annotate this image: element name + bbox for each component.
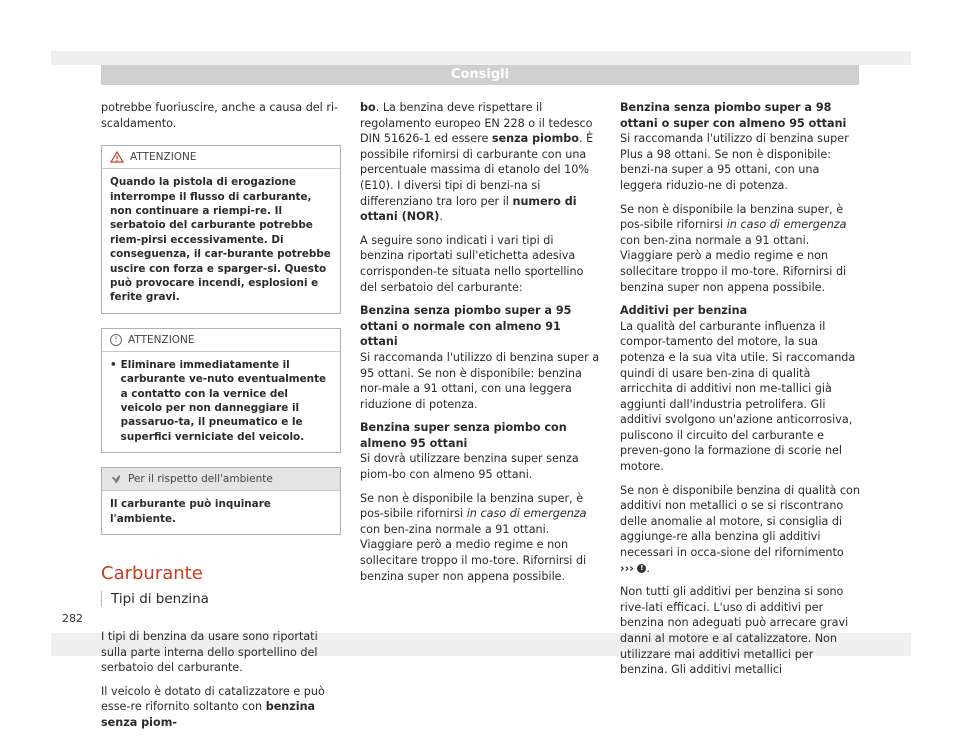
bullet-item — [110, 358, 332, 444]
paragraph: La qualità del carburante influenza il compor-tamento del motore, la sua potenza e la sua vita utile. Si raccomanda quindi di usare ben-zina di qualità arricchita di additivi non me-tallici già aggiunti dall'industria petrolifera. Gli additivi svolgono un'azione anticorrosiva, puliscono il circuito del carburante e preven-gono la formazione di scorie nel motore. — [620, 319, 856, 474]
subheading: Additivi per benzina — [620, 304, 748, 318]
environment-body: Il carburante può inquinare l'ambiente. — [110, 498, 271, 525]
subheading: Benzina senza piombo super a 95 ottani o normale con almeno 91 ottani — [360, 304, 572, 349]
intro-text: potrebbe fuoriuscire, anche a causa del ri-scaldamento. — [101, 101, 339, 130]
text-run: con ben-zina normale a 91 ottani. Viaggiare però a medio regime e non sollecitare troppo il mo-tore. Rifornirsi di benzina super non appena possibile. — [360, 522, 587, 583]
section-subtitle-wrapper — [101, 591, 341, 607]
warning-header — [102, 329, 340, 352]
column-3 — [620, 100, 860, 686]
leaf-icon — [110, 473, 122, 485]
paragraph: Si raccomanda l'utilizzo di benzina super Plus a 98 ottani. Se non è disponibile: benzi-na super a 95 ottani, con una leggera riduzio-ne di potenza. — [620, 132, 849, 192]
paragraph — [360, 491, 600, 585]
warning-body: Quando la pistola di erogazione interrompe il flusso di carburante, non continuare a riempi-re. Il serbatoio del carburante potrebbe riem-pirsi eccessivamente. Di conseguenza, il car-burante potrebbe uscire con forza e sparger-si. Questo può provocare incendi, esplosioni e ferite gravi. — [110, 176, 331, 304]
warning-box-fuel-nozzle — [101, 145, 341, 314]
paragraph: Si dovrà utilizzare benzina super senza piom-bo con almeno 95 ottani. — [360, 452, 579, 482]
paragraph: Non tutti gli additivi per benzina si sono rive-lati efficaci. L'uso di additivi per benzina non adeguati può arrecare gravi danni al motore e al catalizzatore. Non utilizzare mai additivi metallici per benzina. Gli additivi metallici — [620, 585, 849, 677]
column-1 — [101, 100, 341, 739]
environment-box — [101, 467, 341, 535]
cross-reference-arrow[interactable]: ››› — [620, 561, 634, 575]
text-run: . — [439, 210, 443, 224]
text-run: Se non è disponibile la benzina super, è pos-sibile rifornirsi — [620, 202, 844, 232]
paragraph — [620, 202, 860, 296]
text-run: . La benzina deve rispettare il regolamento europeo EN 228 o il tedesco DIN 51626-1 ed essere — [360, 101, 593, 146]
paragraph: A seguire sono indicati i vari tipi di benzina riportati sull'etichetta adesiva corrisponden-te situata nello sportellino del serbatoio del carburante: — [360, 233, 584, 294]
environment-title: Per il rispetto dell'ambiente — [128, 473, 273, 486]
bold-text: bo — [360, 101, 376, 114]
text-run: Il veicolo è dotato di catalizzatore e può esse-re rifornito soltanto con — [101, 684, 325, 714]
warning-title: ATTENZIONE — [130, 151, 197, 164]
section-title: Carburante — [101, 563, 203, 585]
info-circle-icon: ! — [110, 334, 122, 346]
warning-reference-icon[interactable]: ! — [637, 564, 646, 573]
text-run: Se non è disponibile benzina di qualità con additivi non metallici o se si riscontrano delle anomalie al motore, si consiglia di aggiunge-re alla benzina gli additivi necessari in occa-sione del rifornimento — [620, 483, 860, 560]
section-subtitle: Tipi di benzina — [111, 591, 209, 608]
text-run: con ben-zina normale a 91 ottani. Viaggiare però a medio regime e non sollecitare troppo il mo-tore. Rifornirsi di benzina super non appena possibile. — [620, 233, 847, 294]
text-run: Se non è disponibile la benzina super, è pos-sibile rifornirsi — [360, 491, 584, 521]
environment-header — [102, 468, 340, 491]
warning-triangle-icon — [110, 151, 124, 163]
paragraph — [360, 100, 600, 225]
warning-box-paint — [101, 328, 341, 453]
text-run: . È possibile rifornirsi di carburante con una percentuale massima di etanolo del 10% (E10). I diversi tipi di benzi-na si differenziano tra loro per il — [360, 132, 594, 208]
warning-header — [102, 146, 340, 169]
warning-body — [102, 352, 340, 452]
column-2 — [360, 100, 600, 592]
italic-text: in caso di emergenza — [726, 218, 847, 232]
bullet-text: Eliminare immediatamente il carburante ve-nuto eventualmente a contatto con la vernice del veicolo per non danneggiare il passaruo-ta, il pneumatico e le superfici verniciate del veicolo. — [120, 358, 327, 443]
subheading: Benzina senza piombo super a 98 ottani o super con almeno 95 ottani — [620, 101, 847, 130]
text-run: . — [646, 561, 650, 575]
paragraph — [620, 483, 860, 577]
italic-text: in caso di emergenza — [466, 507, 587, 521]
page-number: 282 — [62, 612, 83, 625]
bold-text: senza piombo — [491, 132, 579, 146]
subheading: Benzina super senza piombo con almeno 95 ottani — [360, 421, 567, 450]
bullet-marker: • — [110, 358, 117, 371]
bold-text: numero di ottani (NOR) — [360, 194, 577, 224]
paragraph — [101, 684, 341, 731]
chapter-title: Consigli — [450, 67, 510, 82]
bold-text: benzina senza piom- — [101, 700, 316, 730]
warning-title: ATTENZIONE — [128, 333, 195, 346]
paragraph: I tipi di benzina da usare sono riportati sulla parte interna dello sportellino del serbatoio del carburante. — [101, 630, 318, 675]
paragraph: Si raccomanda l'utilizzo di benzina super a 95 ottani. Se non è disponibile: benzina nor-male a 91 ottani, con una leggera riduzione di potenza. — [360, 350, 600, 411]
